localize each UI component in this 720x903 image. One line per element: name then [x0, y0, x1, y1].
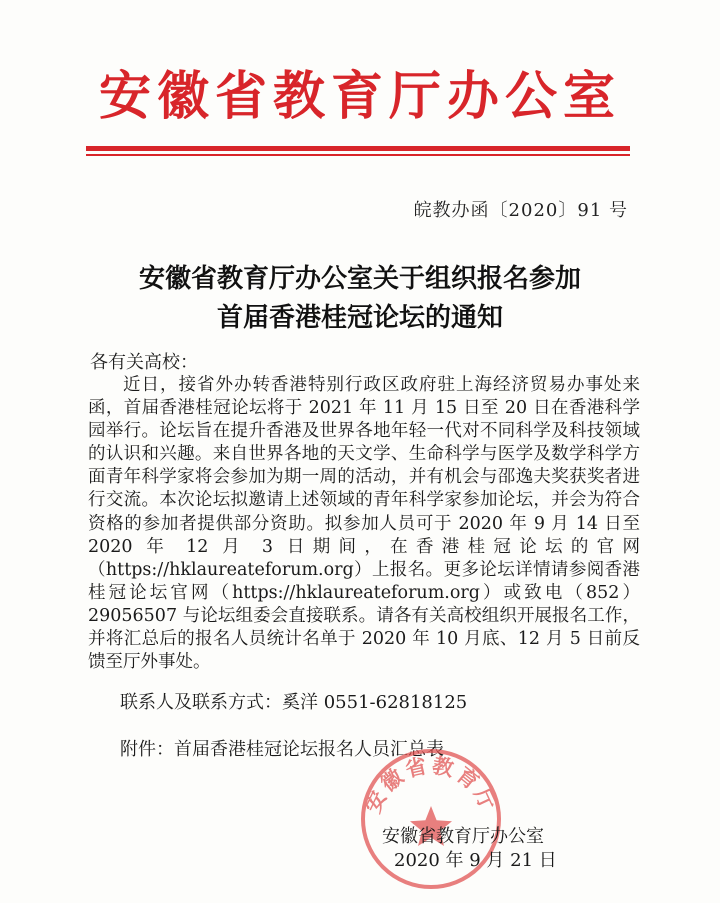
notice-title-line-1: 安徽省教育厅办公室关于组织报名参加	[138, 264, 581, 294]
document-number: 皖教办函〔2020〕91 号	[413, 200, 628, 221]
letterhead-rule-thick	[86, 146, 630, 151]
notice-body	[88, 374, 640, 674]
letterhead-rule-thin	[86, 154, 630, 156]
signature-date: 2020 年 9 月 21 日	[394, 850, 557, 871]
signature-block	[382, 825, 557, 873]
letterhead-title: 安徽省教育厅办公室	[98, 66, 621, 127]
notice-title-line-2: 首届香港桂冠论坛的通知	[216, 303, 503, 333]
body-paragraph: 近日，接省外办转香港特别行政区政府驻上海经济贸易办事处来函，首届香港桂冠论坛将于 2021 年 11 月 15 日至 20 日在香港科学园举行。论坛旨在提升香港及世界各地年轻一代对不同科学及科技领域的认识和兴趣。来自世界各地的天文学、生命科学与医学及数学科学方面青年科学家将会参加为期一周的活动，并有机会与邵逸夫奖获奖者进行交流。本次论坛拟邀请上述领域的青年科学家参加论坛，并会为符合资格的参加者提供部分资助。拟参加人员可于 2020 年 9 月 14 日至 2020 年 12 月 3 日期间，在香港桂冠论坛的官网（https://hklaureateforum.org）上报名。更多论坛详情请参阅香港桂冠论坛官网（https://hklaureateforum.org）或致电（852）29056507 与论坛组委会直接联系。请各有关高校组织开展报名工作，并将汇总后的报名人员统计名单于 2020 年 10 月底、12 月 5 日前反馈至厅外事处。	[88, 375, 640, 673]
salutation: 各有关高校：	[90, 352, 198, 373]
seal-text: 安徽省教育厅	[359, 752, 503, 817]
contact-info: 联系人及联系方式：奚洋 0551-62818125	[120, 692, 468, 713]
attachment-line: 附件：首届香港桂冠论坛报名人员汇总表	[120, 739, 444, 760]
signature-organization: 安徽省教育厅办公室	[382, 826, 544, 847]
